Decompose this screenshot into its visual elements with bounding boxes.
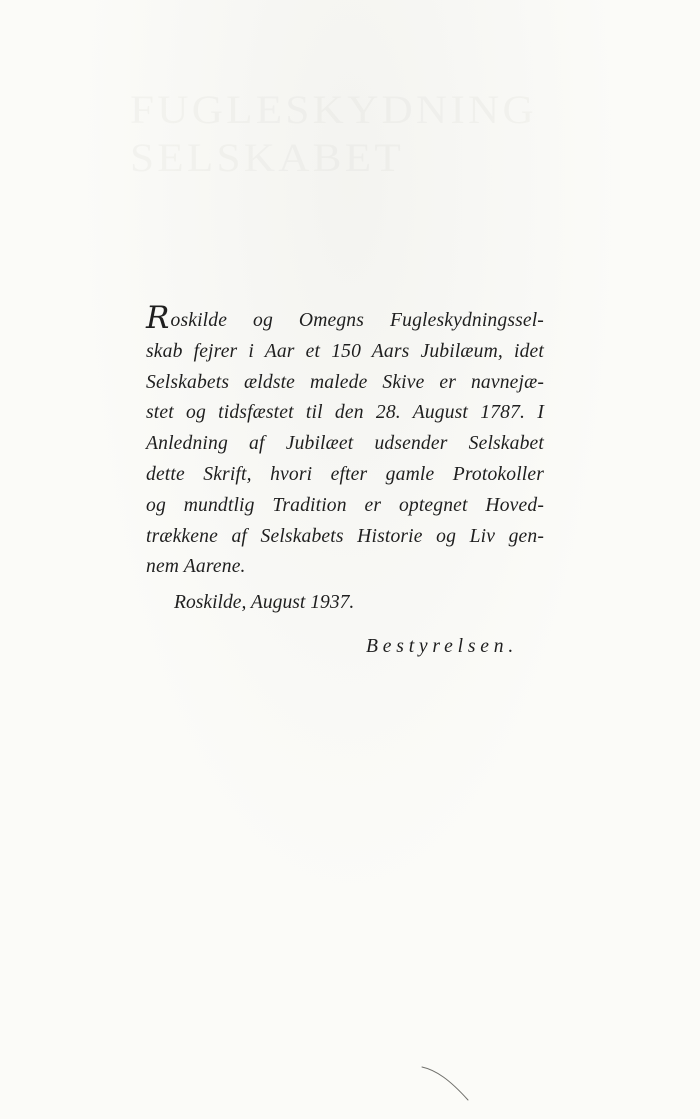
paragraph-line-3: Selskabets ældste malede Skive er navnejæ- bbox=[146, 371, 544, 393]
paragraph-line-2: skab fejrer i Aar et 150 Aars Jubilæum, idet bbox=[146, 340, 544, 362]
dateline: Roskilde, August 1937. bbox=[174, 592, 355, 613]
paragraph-line-8: trækkene af Selskabets Historie og Liv gen- bbox=[146, 525, 544, 547]
paragraph-line-4: stet og tidsfæstet til den 28. August 1787. I bbox=[146, 402, 544, 424]
paragraph-line-6: dette Skrift, hvori efter gamle Protokoller bbox=[146, 463, 544, 485]
decorative-initial: R bbox=[146, 300, 170, 336]
show-through-background: FUGLESKYDNING SELSKABET bbox=[130, 87, 537, 180]
paragraph-line-7: og mundtlig Tradition er optegnet Hoved- bbox=[146, 494, 544, 516]
preface-paragraph bbox=[146, 300, 544, 583]
signature: Bestyrelsen. bbox=[366, 636, 519, 657]
paragraph-line-1 bbox=[146, 300, 544, 337]
paragraph-line-9: nem Aarene. bbox=[146, 556, 246, 578]
paragraph-line-5: Anledning af Jubilæet udsender Selskabet bbox=[146, 433, 544, 455]
paragraph-line-1-text: oskilde og Omegns Fugleskydningssel- bbox=[170, 310, 544, 331]
paper-mark bbox=[420, 1064, 490, 1114]
